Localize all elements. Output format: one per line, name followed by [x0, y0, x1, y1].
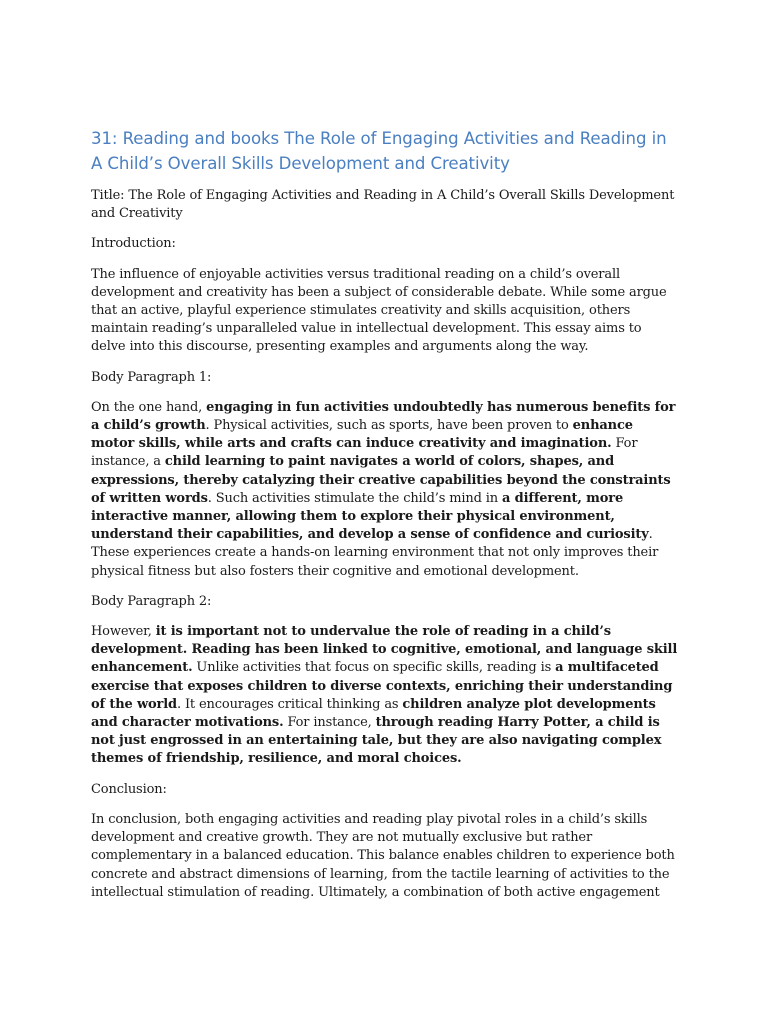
text-run: For instance, a — [91, 436, 638, 470]
text-run: For instance, — [283, 715, 376, 731]
body-paragraph-2-label: Body Paragraph 2: — [91, 593, 212, 609]
conclusion-label: Conclusion: — [91, 781, 167, 797]
text-run: . Physical activities, such as sports, have been proven to — [205, 418, 573, 434]
text-run: On the one hand, — [91, 399, 207, 415]
bold-run: a multifaceted exercise that exposes children to diverse contexts, enriching their understanding of the world — [91, 660, 673, 712]
document-body — [91, 126, 679, 914]
bold-run: children analyze plot developments and character motivations. — [91, 696, 656, 731]
bold-run: enhance motor skills, while arts and crafts can induce creativity and imagination. — [91, 418, 633, 452]
text-run: However, — [91, 624, 156, 640]
bold-run: through reading Harry Potter, a child is not just engrossed in an entertaining tale, but they are also navigating complex themes of friendship, resilience, and moral choices. — [91, 715, 662, 767]
bold-run: engaging in fun activities undoubtedly has numerous benefits for a child’s growth — [91, 399, 676, 434]
text-run: Unlike activities that focus on specific skills, reading is — [192, 660, 556, 676]
body-paragraph-1 — [91, 399, 679, 581]
bold-run: it is important not to undervalue the role of reading in a child’s development. Reading has been linked to cognitive, emotional, and language skill enhancement. — [91, 624, 678, 676]
bold-run: a different, more interactive manner, allowing them to explore their physical environment, understand their capabilities, and develop a sense of confidence and curiosity — [91, 490, 649, 543]
text-run: . These experiences create a hands-on learning environment that not only improves their physical fitness but also fosters their cognitive and emotional development. — [91, 527, 659, 579]
text-run: . It encourages critical thinking as — [176, 696, 403, 712]
document-heading: 31: Reading and books The Role of Engaging Activities and Reading in A Child’s Overall Skills Development and Creativity — [91, 129, 667, 173]
introduction-label: Introduction: — [91, 236, 176, 252]
title-line: Title: The Role of Engaging Activities and Reading in A Child’s Overall Skills Development and Creativity — [91, 188, 675, 222]
conclusion-paragraph: In conclusion, both engaging activities and reading play pivotal roles in a child’s skills development and creative growth. They are not mutually exclusive but rather complementary in a balanced education. This balance enables children to experience both concrete and abstract dimensions of learning, from the tactile learning of activities to the intellectual stimulation of reading. Ultimately, a combination of both active engagement — [91, 811, 675, 900]
bold-run: child learning to paint navigates a world of colors, shapes, and expressions, thereby catalyzing their creative capabilities beyond the constraints of written words — [91, 454, 671, 506]
text-run: . Such activities stimulate the child’s mind in — [207, 490, 503, 506]
body-paragraph-1-label: Body Paragraph 1: — [91, 369, 212, 385]
introduction-paragraph: The influence of enjoyable activities versus traditional reading on a child’s overall development and creativity has been a subject of considerable debate. While some argue that an active, playful experience stimulates creativity and skills acquisition, others maintain reading’s unparalleled value in intellectual development. This essay aims to delve into this discourse, presenting examples and arguments along the way. — [91, 266, 667, 355]
body-paragraph-2 — [91, 623, 679, 769]
